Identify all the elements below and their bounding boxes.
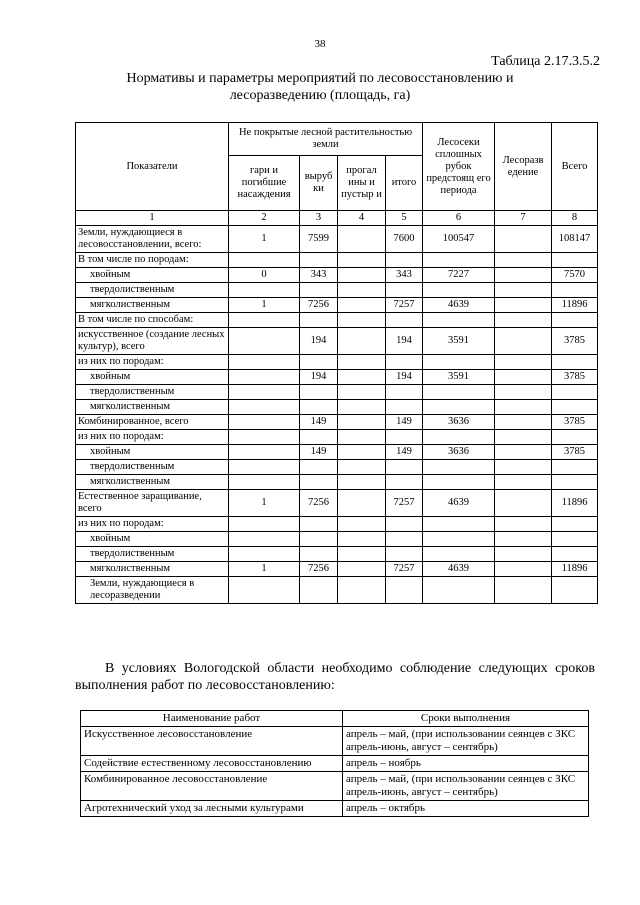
row-label: В том числе по породам: [76,253,229,268]
value-cell [338,400,386,415]
table-row [76,517,598,532]
value-cell [552,430,598,445]
table-row [76,253,598,268]
value-cell [386,532,423,547]
value-cell [495,385,552,400]
value-cell [338,298,386,313]
value-cell: 1 [229,226,300,253]
value-cell: 3636 [423,445,495,460]
work-name-cell: Агротехнический уход за лесными культурами [81,801,343,817]
value-cell [229,355,300,370]
value-cell [552,547,598,562]
value-cell [386,460,423,475]
value-cell [552,475,598,490]
value-cell: 11896 [552,490,598,517]
value-cell [552,577,598,604]
value-cell: 4639 [423,298,495,313]
value-cell: 3591 [423,328,495,355]
value-cell: 0 [229,268,300,283]
value-cell: 3591 [423,370,495,385]
table-row [76,226,598,253]
table-number: Таблица 2.17.3.5.2 [491,54,600,69]
row-label: из них по породам: [76,430,229,445]
value-cell: 194 [300,370,338,385]
table-row [76,577,598,604]
value-cell [229,460,300,475]
value-cell: 149 [300,445,338,460]
value-cell: 3785 [552,415,598,430]
column-number-cell: 6 [423,211,495,226]
value-cell [495,517,552,532]
value-cell [338,313,386,328]
row-label: мягколиственным [76,400,229,415]
value-cell [338,490,386,517]
row-label: хвойным [76,532,229,547]
column-number-cell: 2 [229,211,300,226]
value-cell [300,547,338,562]
row-label: твердолиственным [76,547,229,562]
value-cell [300,577,338,604]
title-line-2: лесоразведению (площадь, га) [229,88,411,103]
value-cell [338,532,386,547]
table-row [76,400,598,415]
row-label: хвойным [76,268,229,283]
value-cell: 1 [229,490,300,517]
row-label: В том числе по способам: [76,313,229,328]
value-cell [229,313,300,328]
header-burned: гари и погибшие насаждения [229,156,300,211]
value-cell [300,385,338,400]
value-cell [338,385,386,400]
value-cell [423,355,495,370]
value-cell [338,562,386,577]
value-cell [300,475,338,490]
terms-table [80,710,589,817]
value-cell: 4639 [423,562,495,577]
value-cell [386,547,423,562]
value-cell [386,313,423,328]
value-cell [495,415,552,430]
value-cell [495,400,552,415]
value-cell: 7257 [386,298,423,313]
value-cell: 7256 [300,298,338,313]
table-row [76,415,598,430]
value-cell [423,253,495,268]
table-row [76,490,598,517]
table-row [76,562,598,577]
table-row [76,547,598,562]
value-cell [338,445,386,460]
value-cell: 3636 [423,415,495,430]
value-cell [495,430,552,445]
table-row [81,772,589,801]
value-cell [338,547,386,562]
value-cell: 1 [229,298,300,313]
value-cell [552,313,598,328]
header-terms: Сроки выполнения [343,711,589,727]
row-label: из них по породам: [76,517,229,532]
value-cell [229,400,300,415]
value-cell: 194 [386,370,423,385]
value-cell: 7257 [386,490,423,517]
value-cell [386,400,423,415]
value-cell: 7257 [386,562,423,577]
table-row [76,445,598,460]
table-row [76,313,598,328]
header-indicators: Показатели [76,123,229,211]
value-cell [423,400,495,415]
value-cell [495,355,552,370]
value-cell [423,577,495,604]
terms-paragraph: В условиях Вологодской области необходимо соблюдение следующих сроков выполнения работ по лесовосстановлению: [75,661,595,693]
value-cell: 149 [386,415,423,430]
column-number-cell: 5 [386,211,423,226]
row-label: мягколиственным [76,562,229,577]
value-cell: 149 [300,415,338,430]
value-cell [495,253,552,268]
column-number-cell: 1 [76,211,229,226]
value-cell [423,283,495,298]
value-cell: 3785 [552,445,598,460]
row-label: твердолиственным [76,460,229,475]
parameters-table-body [76,123,598,604]
value-cell [338,517,386,532]
row-label: Земли, нуждающиеся в лесовосстановлении, всего: [76,226,229,253]
value-cell [338,430,386,445]
table-row [76,385,598,400]
value-cell [495,475,552,490]
row-label: Земли, нуждающиеся в лесоразведении [76,577,229,604]
terms-cell: апрель – май, (при использовании сеянцев с ЗКС апрель-июнь, август – сентябрь) [343,772,589,801]
row-label: твердолиственным [76,385,229,400]
table-row [76,460,598,475]
table-row [81,727,589,756]
value-cell [495,268,552,283]
table-row [76,370,598,385]
value-cell [423,460,495,475]
value-cell [495,547,552,562]
table-row [76,298,598,313]
value-cell [229,532,300,547]
terms-cell: апрель – октябрь [343,801,589,817]
value-cell [495,490,552,517]
value-cell [300,400,338,415]
table-row [76,268,598,283]
table-row [76,475,598,490]
value-cell [338,370,386,385]
value-cell [552,355,598,370]
value-cell: 11896 [552,562,598,577]
row-label: хвойным [76,445,229,460]
value-cell [229,385,300,400]
value-cell [495,577,552,604]
value-cell [495,328,552,355]
value-cell [229,370,300,385]
value-cell [386,430,423,445]
row-label: мягколиственным [76,298,229,313]
value-cell [229,547,300,562]
value-cell [300,313,338,328]
value-cell [300,355,338,370]
value-cell [229,415,300,430]
value-cell [552,460,598,475]
header-total-sub: итого [386,156,423,211]
row-label: из них по породам: [76,355,229,370]
value-cell [229,253,300,268]
value-cell: 100547 [423,226,495,253]
row-label: Комбинированное, всего [76,415,229,430]
work-name-cell: Комбинированное лесовосстановление [81,772,343,801]
value-cell [495,298,552,313]
value-cell [338,328,386,355]
value-cell [552,283,598,298]
value-cell [386,385,423,400]
value-cell [300,253,338,268]
value-cell: 7256 [300,490,338,517]
header-total: Всего [552,123,598,211]
value-cell [495,532,552,547]
value-cell [338,268,386,283]
header-cuttings: выруб ки [300,156,338,211]
table-row [81,801,589,817]
value-cell [386,475,423,490]
row-label: мягколиственным [76,475,229,490]
value-cell: 11896 [552,298,598,313]
value-cell: 7227 [423,268,495,283]
value-cell [386,577,423,604]
value-cell [338,283,386,298]
value-cell: 194 [386,328,423,355]
terms-table-body [81,711,589,817]
value-cell: 343 [386,268,423,283]
table-title [80,70,560,104]
value-cell [229,577,300,604]
value-cell [300,430,338,445]
terms-cell: апрель – ноябрь [343,756,589,772]
value-cell: 3785 [552,370,598,385]
header-afforestation: Лесоразв едение [495,123,552,211]
value-cell: 7599 [300,226,338,253]
value-cell [300,283,338,298]
value-cell [423,532,495,547]
value-cell [338,475,386,490]
value-cell [423,430,495,445]
value-cell [423,547,495,562]
value-cell: 343 [300,268,338,283]
value-cell [495,562,552,577]
title-line-1: Нормативы и параметры мероприятий по лесовосстановлению и [126,71,514,86]
value-cell [495,445,552,460]
value-cell [495,370,552,385]
column-number-cell: 7 [495,211,552,226]
value-cell: 7570 [552,268,598,283]
value-cell [495,283,552,298]
value-cell [229,283,300,298]
terms-cell: апрель – май, (при использовании сеянцев с ЗКС апрель-июнь, август – сентябрь) [343,727,589,756]
header-not-covered: Не покрытые лесной растительностью земли [229,123,423,156]
value-cell [386,517,423,532]
row-label: Естественное заращивание, всего [76,490,229,517]
value-cell: 3785 [552,328,598,355]
header-work-name: Наименование работ [81,711,343,727]
column-number-cell: 3 [300,211,338,226]
value-cell [552,400,598,415]
value-cell: 1 [229,562,300,577]
value-cell [338,415,386,430]
value-cell [300,532,338,547]
table-row [76,532,598,547]
value-cell [423,517,495,532]
row-label: твердолиственным [76,283,229,298]
column-numbers-row [76,211,598,226]
value-cell [423,313,495,328]
page-number: 38 [314,38,326,50]
value-cell [386,253,423,268]
row-label: хвойным [76,370,229,385]
value-cell: 7600 [386,226,423,253]
header-glades: прогал ины и пустыр и [338,156,386,211]
value-cell: 108147 [552,226,598,253]
work-name-cell: Содействие естественному лесовосстановлению [81,756,343,772]
value-cell [229,328,300,355]
value-cell [300,460,338,475]
column-number-cell: 8 [552,211,598,226]
value-cell [386,283,423,298]
value-cell [338,460,386,475]
value-cell [338,355,386,370]
value-cell [229,475,300,490]
value-cell [229,430,300,445]
value-cell [423,475,495,490]
value-cell [495,460,552,475]
value-cell [386,355,423,370]
value-cell [495,226,552,253]
value-cell [229,517,300,532]
value-cell: 149 [386,445,423,460]
value-cell [338,577,386,604]
table-row [76,355,598,370]
table-row [81,756,589,772]
value-cell [552,532,598,547]
value-cell [552,385,598,400]
value-cell [229,445,300,460]
value-cell: 4639 [423,490,495,517]
table-row [76,328,598,355]
value-cell [423,385,495,400]
header-clearcuts: Лесосеки сплошных рубок предстоящ его периода [423,123,495,211]
value-cell [552,517,598,532]
value-cell [552,253,598,268]
work-name-cell: Искусственное лесовосстановление [81,727,343,756]
value-cell [495,313,552,328]
table-row [76,283,598,298]
value-cell [300,517,338,532]
table-row [76,430,598,445]
value-cell [338,226,386,253]
row-label: искусственное (создание лесных культур), всего [76,328,229,355]
value-cell [338,253,386,268]
column-number-cell: 4 [338,211,386,226]
value-cell: 7256 [300,562,338,577]
value-cell: 194 [300,328,338,355]
parameters-table [75,122,598,604]
